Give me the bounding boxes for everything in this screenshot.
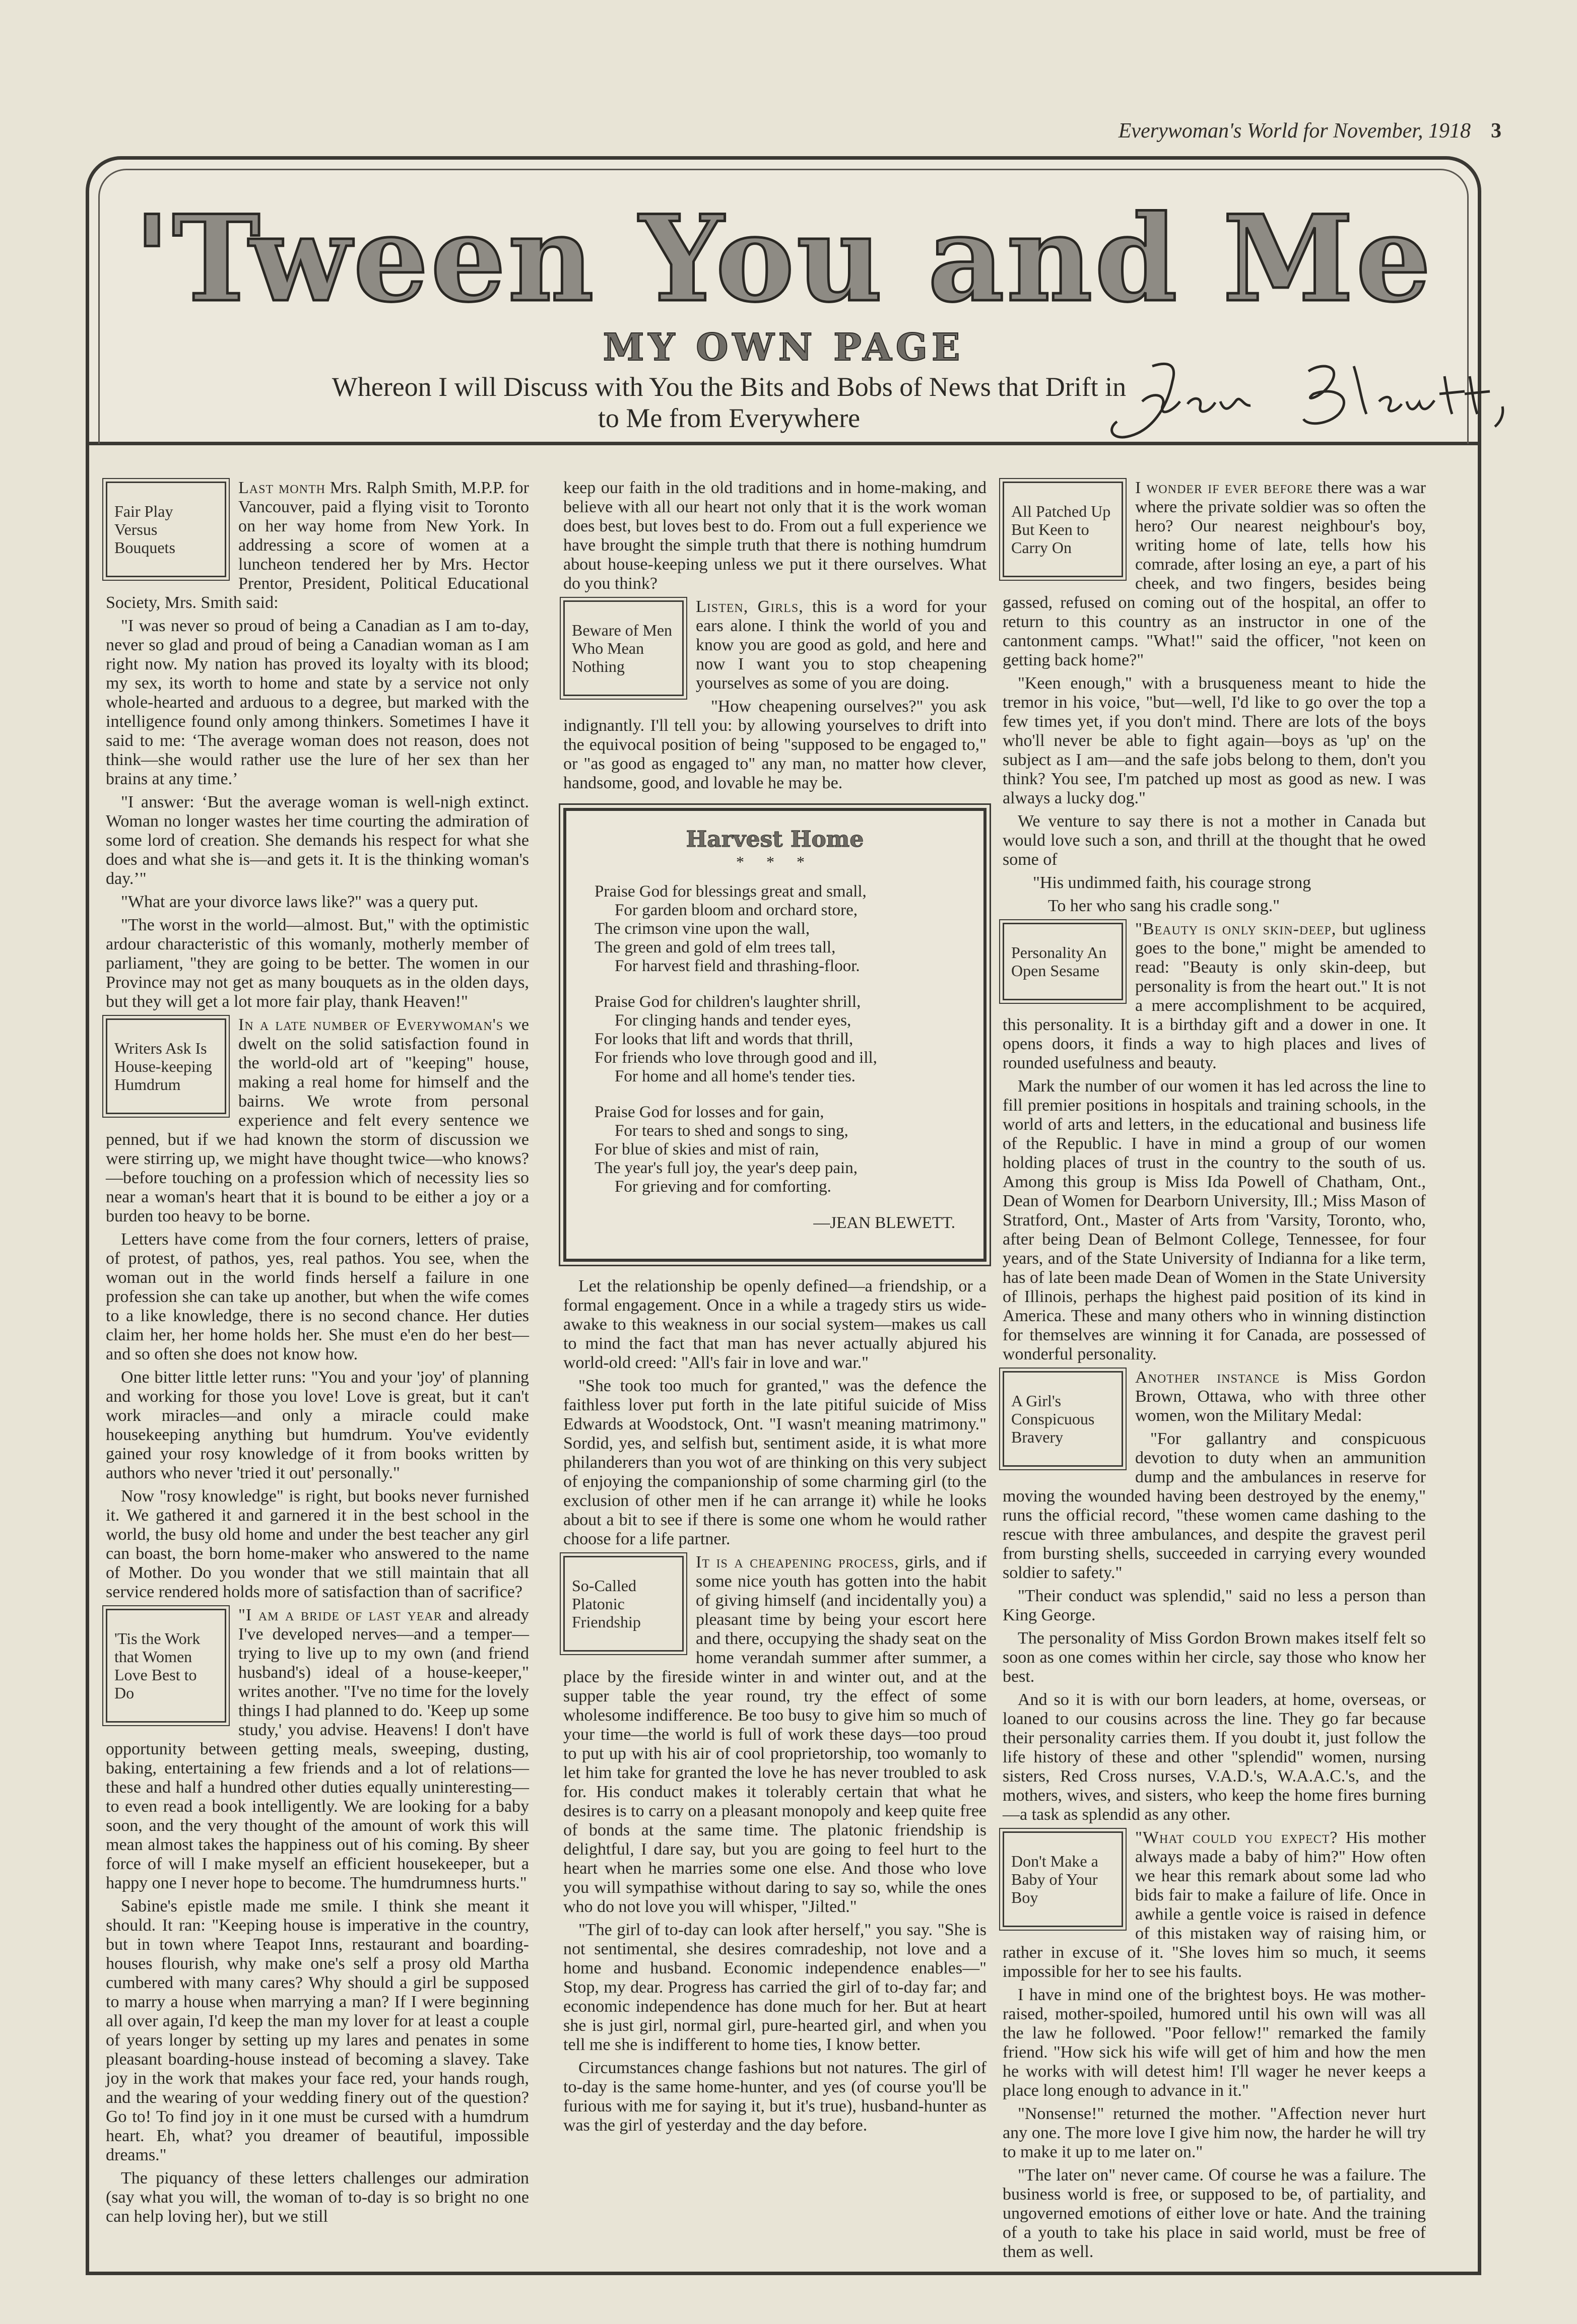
poem-line: The crimson vine upon the wall,: [595, 920, 810, 938]
article-paragraph: One bitter little letter runs: "You and your 'joy' of planning and working for those you love! Love is great, but it can't work miracles—and only a miracle could make housekeeping anything but humdrum. You've evidently gained your rosy knowledge of it from books written by authors who never 'tried it out' personally.": [106, 1368, 529, 1482]
poem-line: Praise God for blessings great and small,: [595, 882, 867, 901]
article-paragraph: "Beauty is only skin-deep, but ugliness goes to the bone," might be amended to read: "Beauty is only skin-deep, but personality is from the heart out." It is not a mere accomplishment to be acquired, this personality. It is a birthday gift and a dower in one. It opens doors, it finds a way to high places and lives of rounded usefulness and beauty.: [1003, 920, 1426, 1072]
sidehead-housekeeping: Writers Ask Is House-keeping Humdrum: [106, 1018, 226, 1114]
article-paragraph: "I answer: ‘But the average woman is well-nigh extinct. Woman no longer wastes her time courting the admiration of some lord of creation. She demands his respect for what she does and what she is—and gets it. It is the thinking woman's day.’": [106, 793, 529, 888]
article-paragraph: Letters have come from the four corners, letters of praise, of protest, of pathos, yes, real pathos. You see, when the woman out in the world finds herself a failure in one profession she can take up another, but when the wife comes to a like knowledge, there is no second chance. Her duties claim her, her home holds her. She must e'en do her best—and so often she does not know how.: [106, 1230, 529, 1363]
article-paragraph: Circumstances change fashions but not natures. The girl of to-day is the same home-hunter, and yes (of course you'll be furious with me for saying it, but it's true), husband-hunter as was the girl of yesterday and the day before.: [563, 2059, 987, 2135]
poem-line: For friends who love through good and ill,: [595, 1049, 877, 1067]
poem-line: For clinging hands and tender eyes,: [615, 1011, 851, 1030]
page-subtitle: MY OWN PAGE: [603, 326, 964, 369]
sidehead-beware: Beware of Men Who Mean Nothing: [563, 600, 684, 696]
article-paragraph: "I was never so proud of being a Canadian as I am to-day, never so glad and proud of being a Canadian woman as I am right now. My nation has proved its loyalty with its blood; my sex, its worth to home and state by a service not only whole-hearted and arduous to a degree, but marked with the intelligence found only among thinkers. Sometimes I have it said to me: ‘The average woman does not reason, does not think—she would rather use the lure of her sex than her brains at any time.’: [106, 617, 529, 788]
poem-ornament: * * *: [736, 853, 814, 871]
column-2: [563, 479, 987, 2139]
article-paragraph: In a late number of Everywoman's we dwelt on the solid satisfaction found in the world-old art of "keeping" house, making a real home for himself and the bairns. We wrote from personal experience and felt every sentence we penned, but if we had known the storm of discussion we were stirring up, we might have thought twice—who knows?—before touching on a profession which of necessity lies so near a woman's heart that it is bound to be either a joy or a burden too heavy to be borne.: [106, 1015, 529, 1225]
article-paragraph: "Keen enough," with a brusqueness meant to hide the tremor in his voice, "but—well, I'd like to go over the top a few times yet, if you don't mind. There are lots of the boys who'll never be able to fight again—boys as 'up' on the subject as I am—and the safe jobs belong to them, don't you think? You see, I'm patched up most as good as new. I was always a lucky dog.": [1003, 674, 1426, 807]
page-number: 3: [1491, 119, 1501, 143]
poem-box: [563, 808, 987, 1262]
sidehead-platonic: So-Called Platonic Friendship: [563, 1556, 684, 1652]
poem-line: For harvest field and thrashing-floor.: [615, 957, 860, 975]
poem-stanza: [595, 1103, 955, 1196]
article-paragraph: Another instance is Miss Gordon Brown, Ottawa, who with three other women, won the Military Medal:: [1135, 1368, 1426, 1425]
article-paragraph: Sabine's epistle made me smile. I think she meant it should. It ran: "Keeping house is imperative in the country, but in town where Teapot Inns, restaurant and boarding-houses flourish, why make one's self a prosy old Martha cumbered with many cares? Why should a girl be supposed to marry a house when marrying a man? If I were beginning all over again, I'd keep the man my lover for at least a couple of years longer by setting up my lares and penates in some pleasant boarding-house instead of becoming a slavey. Take joy in the work that makes your face red, your hands rough, and the wearing of your wedding finery out of the question? Go to! To find joy in it one must be cursed with a humdrum heart. Eh, what? you dreamer of beautiful, impossible dreams.": [106, 1897, 529, 2164]
poem-line: Praise God for children's laughter shrill,: [595, 993, 861, 1011]
article-paragraph: "The girl of to-day can look after herself," you say. "She is not sentimental, she desires comradeship, not love and a home and husband. Economic independence enables—" Stop, my dear. Progress has carried the girl of to-day far; and economic independence has done much for her. But at heart she is just girl, normal girl, pure-hearted girl, and when you tell me she is indifferent to home ties, I know better.: [563, 1921, 987, 2054]
article-paragraph: "Their conduct was splendid," said no less a person than King George.: [1003, 1587, 1426, 1624]
article-paragraph: Last month Mrs. Ralph Smith, M.P.P. for Vancouver, paid a flying visit to Toronto on her way home from New York. In addressing a score of women at a luncheon tendered her by Mrs. Hector Prentor, President, Political Educational Society, Mrs. Smith said:: [106, 479, 529, 612]
article-paragraph: "What are your divorce laws like?" was a query put.: [121, 893, 479, 911]
poem-line: For tears to shed and songs to sing,: [615, 1122, 848, 1140]
masthead: [86, 156, 1481, 445]
article-paragraph: The piquancy of these letters challenges our admiration (say what you will, the woman of to-day is so bright no one can help loving her), but we still: [106, 2169, 529, 2226]
article-paragraph: "The later on" never came. Of course he was a failure. The business world is free, or supposed to be, of partiality, and ungoverned emotions of either love or hate. And the training of a youth to take his place in said world, must be free of them as well.: [1003, 2166, 1426, 2261]
publication-line: Everywoman's World for November, 1918: [1118, 119, 1471, 143]
article-paragraph: I wonder if ever before there was a war where the private soldier was so often the hero? Our nearest neighbour's boy, writing home of late, tells how his comrade, after losing an eye, a part of his cheek, and two fingers, besides being gassed, refused on coming out of the hospital, an offer to return to this country as an instructor in one of the cantonment camps. "What!" said the officer, "not keen on getting back home?": [1003, 479, 1426, 669]
poem-stanza: [595, 882, 955, 976]
poem-line: For grieving and for comforting.: [615, 1178, 831, 1196]
article-paragraph: Listen, Girls, this is a word for your ears alone. I think the world of you and know you are good as gold, and here and now I want you to stop cheapening yourselves as some of you are doing.: [696, 597, 987, 693]
article-paragraph: "What could you expect? His mother always made a baby of him?" How often we hear this remark about some lad who bids fair to make a failure of life. Once in awhile a gentle voice is raised in defence of this mistaken way of raising him, or rather in excuse of it. "She loves him so much, it seems impossible for her to see his faults.: [1003, 1828, 1426, 1981]
article-paragraph: "For gallantry and conspicuous devotion to duty when an ammunition dump and the ambulances in reserve for moving the wounded having been destroyed by the enemy," runs the official record, "these women came dashing to the rescue with three ambulances, and despite the gravest peril from bursting shells, succeeded in carrying every wounded soldier to safety.": [1003, 1429, 1426, 1582]
article-paragraph: I have in mind one of the brightest boys. He was mother-raised, mother-spoiled, humored until his own will was all the law he followed. "Poor fellow!" remarked the family friend. "How sick his wife will get of him and how the men he works with will detest him! I'll wager he never keeps a place long enough to advance in it.": [1003, 1986, 1426, 2100]
article-paragraph: keep our faith in the old traditions and in home-making, and believe with all our heart not only that it is the work woman does best, but loves best to do. From out a full experience we have brought the simple truth that there is nothing humdrum about house-keeping unless we put it there ourselves. What do you think?: [563, 479, 987, 593]
article-paragraph: "She took too much for granted," was the defence the faithless lover put forth in the late pitiful suicide of Miss Edwards at Woodstock, Ont. "I wasn't meaning matrimony." Sordid, yes, and selfish but, sentiment aside, it is what more philanderers than you wot of are thinking on this very subject of enjoying the companionship of some charming girl (to the exclusion of other men if he can arrange it) while he looks about a bit to see if there is some one whom he would rather choose for a life partner.: [563, 1377, 987, 1548]
poem-line: The green and gold of elm trees tall,: [595, 938, 836, 956]
poem-line: For garden bloom and orchard store,: [615, 901, 858, 919]
article-paragraph: Now "rosy knowledge" is right, but books never furnished it. We gathered it and garnered it in the best school in the world, the busy old home and under the best teacher any girl can boast, the born home-maker who answered to the name of Mother. Do you wonder that we still maintain that all service rendered holds more of satisfaction than of sacrifice?: [106, 1487, 529, 1601]
tagline: Whereon I will Discuss with You the Bits and Bobs of News that Drift in to Me from Everywhere: [332, 372, 1127, 433]
sidehead-bravery: A Girl's Conspicuous Bravery: [1003, 1371, 1123, 1467]
poem-line: For home and all home's tender ties.: [615, 1067, 856, 1085]
article-paragraph: "I am a bride of last year and already I've developed nerves—and a temper—trying to live up to my own (and friend husband's) ideal of a house-keeper," writes another. "I've no time for the lovely things I had planned to do. 'Keep up some study,' you advise. Heavens! I don't have opportunity between getting meals, sweeping, dusting, baking, entertaining a few friends and a lot of relations—these and half a hundred other duties equally uninteresting—to even read a book intelligently. We are looking for a baby soon, and the very thought of the amount of work this will mean almost takes the happiness out of his coming. By sheer force of will I make myself an efficient housekeeper, but a happy one I never hope to become. The humdrumness hurts.": [106, 1606, 529, 1892]
poem-author: —JEAN BLEWETT.: [813, 1214, 955, 1232]
poem-stanza: [595, 993, 955, 1086]
column-3: [1003, 479, 1426, 2266]
poem-line: Praise God for losses and for gain,: [595, 1103, 824, 1121]
article-paragraph: Let the relationship be openly defined—a friendship, or a formal engagement. Once in a while a tragedy stirs us wide-awake to this weakness in our social system—makes us call to mind the fact that man has never actually abjured his world-old creed: "All's fair in love and war.": [563, 1277, 987, 1372]
poem-line: For blue of skies and mist of rain,: [595, 1140, 819, 1158]
sidehead-patched-up: All Patched Up But Keen to Carry On: [1003, 482, 1123, 577]
article-paragraph: Mark the number of our women it has led across the line to fill premier positions in hospitals and training schools, in the world of arts and letters, in the educational and business life of the Republic. I have in mind a group of our women holding places of trust in the country to the south of us. Among this group is Miss Ida Powell of Chatham, Ont., Dean of Women for Dearborn University, Ill.; Miss Mason of Stratford, Ont., Master of Arts from 'Varsity, Toronto, who, after being Dean of Belmont College, Tennessee, for four years, and of the State University of Indianna for a like term, has of late been made Dean of Women in the State University of Illinois, perhaps the highest paid position of its kind in America. These and many others who in winning distinction for themselves are winning it for Canada, are possessed of wonderful personality.: [1003, 1077, 1426, 1363]
poem-line: The year's full joy, the year's deep pain,: [595, 1159, 858, 1177]
poem-line: For looks that lift and words that thrill,: [595, 1030, 853, 1048]
verse-line: To her who sang his cradle song.": [1048, 897, 1280, 915]
verse-line: "His undimmed faith, his courage strong: [1033, 873, 1311, 892]
article-paragraph: "The worst in the world—almost. But," with the optimistic ardour characteristic of this womanly, motherly member of parliament, "they are going to be better. The women in our Province may not get as many bouquets as in the olden days, but they will get a lot more fair play, thank Heaven!": [106, 916, 529, 1011]
column-1: [106, 479, 529, 2230]
sidehead-fair-play: Fair Play Versus Bouquets: [106, 482, 226, 577]
sidehead-baby-boy: Don't Make a Baby of Your Boy: [1003, 1831, 1123, 1927]
author-signature: [1092, 346, 1535, 452]
article-paragraph: It is a cheapening process, girls, and if some nice youth has gotten into the habit of giving himself (and incidentally you) a pleasant time by being your escort here and there, occupying the shady seat on the home verandah summer after summer, a place by the fireside winter in and winter out, and at the supper table the year round, try the effect of some wholesome indifference. Be too busy to give him so much of your time—the world is full of work these days—too proud to put up with his air of cool proprietorship, too womanly to let him take for granted the love he has never troubled to ask for. His conduct makes it tolerably certain that what he desires is to carry on a pleasant monopoly and keep quite free of bonds at the same time. The platonic friendship is delightful, I dare say, but you are going to feel hurt to the heart when he marries some one else. And those who love you will sympathise without daring to say so, while the ones who do not love you will whisper, "Jilted.": [563, 1553, 987, 1916]
sidehead-personality: Personality An Open Sesame: [1003, 923, 1123, 1000]
sidehead-work-women-love: 'Tis the Work that Women Love Best to Do: [106, 1609, 226, 1723]
page-title: 'Tween You and Me: [134, 189, 1433, 328]
article-paragraph: We venture to say there is not a mother in Canada but would love such a son, and thrill at the thought that he owed some of: [1003, 812, 1426, 869]
article-paragraph: The personality of Miss Gordon Brown makes itself felt so soon as one comes within her circle, say those who know her best.: [1003, 1629, 1426, 1686]
article-paragraph: "Nonsense!" returned the mother. "Affection never hurt any one. The more love I give him now, the harder he will try to make it up to me later on.": [1003, 2104, 1426, 2161]
article-paragraph: "How cheapening ourselves?" you ask indignantly. I'll tell you: by allowing yourselves to drift into the equivocal position of being "supposed to be engaged to," or "as good as engaged to" any man, no matter how clever, handsome, good, and lovable he may be.: [563, 697, 987, 792]
poem-title: Harvest Home: [686, 827, 864, 852]
page-header: [1018, 119, 1501, 143]
article-paragraph: And so it is with our born leaders, at home, overseas, or loaned to our cousins across the line. They go far because their personality carries them. If you doubt it, just follow the life history of these and other "splendid" women, nursing sisters, Red Cross nurses, V.A.D.'s, W.A.A.C.'s, and the mothers, wives, and sisters, who keep the home fires burning—a task as splendid as any other.: [1003, 1690, 1426, 1824]
